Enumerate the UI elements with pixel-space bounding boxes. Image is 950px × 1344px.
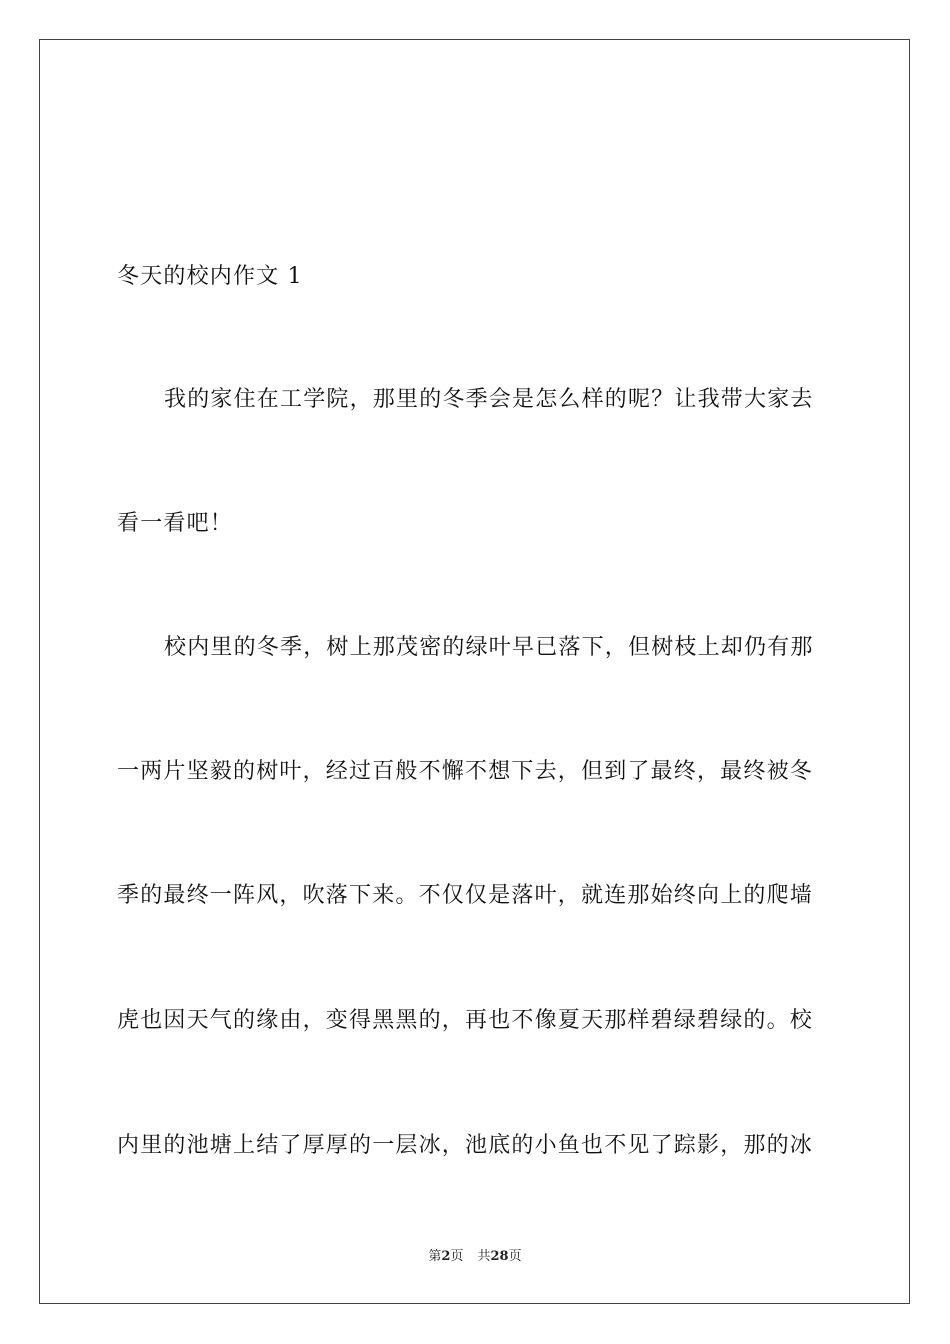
paragraph-2-line-4: 虎也因天气的缘由，变得黑黑的，再也不像夏天那样碧绿碧绿的。校 <box>117 1008 814 1033</box>
paragraph-2-line-3: 季的最终一阵风，吹落下来。不仅仅是落叶，就连那始终向上的爬墙 <box>117 883 814 908</box>
page-number: 2 <box>441 1249 451 1264</box>
page-suffix: 页 <box>450 1249 464 1264</box>
page-border <box>39 39 910 1304</box>
paragraph-1-line-2: 看一看吧！ <box>117 511 234 536</box>
page-prefix: 第 <box>428 1249 442 1264</box>
total-prefix: 共 <box>477 1249 491 1264</box>
paragraph-2-line-5: 内里的池塘上结了厚厚的一层冰，池底的小鱼也不见了踪影，那的冰 <box>117 1133 814 1158</box>
page-footer <box>0 1248 950 1266</box>
paragraph-2-line-2: 一两片坚毅的树叶，经过百般不懈不想下去，但到了最终，最终被冬 <box>117 759 814 784</box>
total-pages: 28 <box>490 1249 509 1264</box>
total-suffix: 页 <box>508 1249 522 1264</box>
paragraph-2-line-1: 校内里的冬季，树上那茂密的绿叶早已落下，但树枝上却仍有那 <box>164 635 814 660</box>
paragraph-1-line-1: 我的家住在工学院，那里的冬季会是怎么样的呢？让我带大家去 <box>164 387 814 412</box>
essay-title: 冬天的校内作文 1 <box>117 264 303 289</box>
